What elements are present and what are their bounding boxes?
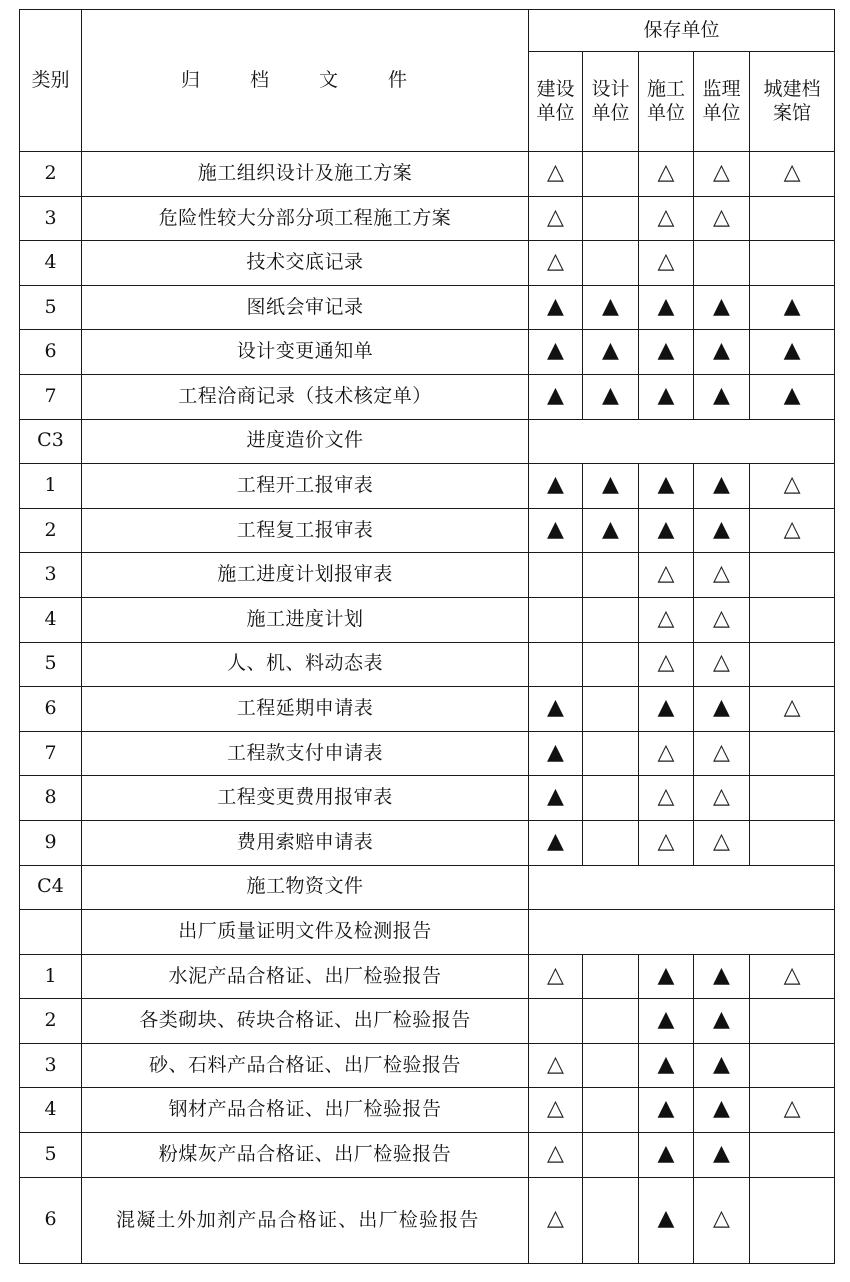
- storage-mark-cell: [639, 1133, 694, 1178]
- storage-mark-cell: [529, 285, 583, 330]
- storage-mark-cell: [529, 330, 583, 375]
- storage-mark-cell: [750, 1043, 835, 1088]
- storage-mark-cell: [583, 1088, 639, 1133]
- optional-triangle-icon: △: [783, 962, 801, 988]
- units-group-header: 保存单位: [529, 10, 835, 52]
- table-row: [20, 285, 835, 330]
- storage-mark-cell: [694, 285, 750, 330]
- storage-mark-cell: [750, 1088, 835, 1133]
- storage-mark-cell: [583, 196, 639, 241]
- storage-mark-cell: [529, 1043, 583, 1088]
- storage-mark-cell: [639, 464, 694, 509]
- required-triangle-icon: ▲: [657, 1096, 675, 1122]
- required-triangle-icon: ▲: [547, 695, 564, 721]
- table-row: [20, 152, 835, 197]
- row-category-cell: 3: [20, 553, 82, 598]
- table-row: [20, 196, 835, 241]
- storage-mark-cell: [529, 241, 583, 286]
- file-name-cell: 人、机、料动态表: [82, 642, 529, 687]
- file-name-cell: 工程变更费用报审表: [82, 776, 529, 821]
- row-category-cell: C4: [20, 865, 82, 910]
- row-category-cell: 4: [20, 1088, 82, 1133]
- storage-mark-cell: [750, 687, 835, 732]
- row-category-cell: 9: [20, 820, 82, 865]
- storage-mark-cell: [750, 464, 835, 509]
- optional-triangle-icon: △: [783, 472, 801, 498]
- storage-mark-cell: [583, 152, 639, 197]
- storage-mark-cell: [694, 241, 750, 286]
- header-row-1: [20, 10, 835, 52]
- storage-mark-cell: [583, 820, 639, 865]
- required-triangle-icon: ▲: [713, 472, 730, 498]
- storage-mark-cell: [583, 1043, 639, 1088]
- table-row: [20, 241, 835, 286]
- file-header-label: 归 档 文 件: [180, 68, 430, 91]
- storage-mark-cell: [694, 1043, 750, 1088]
- storage-mark-cell: [639, 152, 694, 197]
- storage-mark-cell: [694, 642, 750, 687]
- optional-triangle-icon: △: [713, 1206, 730, 1232]
- storage-mark-cell: [694, 687, 750, 732]
- storage-mark-cell: [750, 196, 835, 241]
- file-name-cell: 工程款支付申请表: [82, 731, 529, 776]
- required-triangle-icon: ▲: [713, 382, 730, 408]
- optional-triangle-icon: △: [713, 739, 730, 765]
- storage-mark-cell: [694, 553, 750, 598]
- required-triangle-icon: ▲: [657, 338, 675, 364]
- storage-mark-cell: [583, 731, 639, 776]
- optional-triangle-icon: △: [657, 204, 675, 230]
- required-triangle-icon: ▲: [547, 516, 564, 542]
- row-category-cell: 7: [20, 731, 82, 776]
- required-triangle-icon: ▲: [547, 472, 564, 498]
- required-triangle-icon: ▲: [783, 338, 801, 364]
- row-category-cell: 5: [20, 1133, 82, 1178]
- required-triangle-icon: ▲: [602, 293, 619, 319]
- optional-triangle-icon: △: [547, 1096, 564, 1122]
- table-row: [20, 1043, 835, 1088]
- storage-mark-cell: [583, 999, 639, 1044]
- file-name-cell: 工程复工报审表: [82, 508, 529, 553]
- optional-triangle-icon: △: [657, 249, 675, 275]
- storage-mark-cell: [694, 330, 750, 375]
- storage-mark-cell: [750, 820, 835, 865]
- file-name-cell: 工程洽商记录（技术核定单）: [82, 374, 529, 419]
- row-category-cell: C3: [20, 419, 82, 464]
- required-triangle-icon: ▲: [657, 695, 675, 721]
- storage-mark-cell: [694, 1088, 750, 1133]
- unit-header-design: [583, 52, 639, 152]
- row-category-cell: 7: [20, 374, 82, 419]
- storage-mark-cell: [529, 508, 583, 553]
- optional-triangle-icon: △: [713, 784, 730, 810]
- storage-mark-cell: [694, 152, 750, 197]
- optional-triangle-icon: △: [713, 605, 730, 631]
- required-triangle-icon: ▲: [657, 1007, 675, 1033]
- storage-mark-cell: [694, 731, 750, 776]
- required-triangle-icon: ▲: [602, 516, 619, 542]
- required-triangle-icon: ▲: [657, 1051, 675, 1077]
- storage-mark-cell: [694, 597, 750, 642]
- optional-triangle-icon: △: [657, 605, 675, 631]
- table-row: [20, 776, 835, 821]
- storage-mark-cell: [529, 954, 583, 999]
- optional-triangle-icon: △: [783, 1096, 801, 1122]
- required-triangle-icon: ▲: [657, 1206, 675, 1232]
- storage-mark-cell: [639, 285, 694, 330]
- file-name-cell: 砂、石料产品合格证、出厂检验报告: [82, 1043, 529, 1088]
- optional-triangle-icon: △: [547, 962, 564, 988]
- unit-label: 城建档 案馆: [763, 77, 821, 124]
- storage-mark-cell: [583, 642, 639, 687]
- storage-mark-cell: [750, 999, 835, 1044]
- table-row: [20, 1088, 835, 1133]
- storage-mark-cell: [529, 464, 583, 509]
- required-triangle-icon: ▲: [783, 293, 801, 319]
- file-name-cell: 施工进度计划报审表: [82, 553, 529, 598]
- unit-header-supervision: [694, 52, 750, 152]
- storage-mark-cell: [529, 820, 583, 865]
- unit-label: 施工 单位: [646, 77, 685, 124]
- required-triangle-icon: ▲: [713, 338, 730, 364]
- section-title: 施工物资文件: [82, 865, 529, 910]
- row-category-cell: 4: [20, 241, 82, 286]
- required-triangle-icon: ▲: [713, 293, 730, 319]
- required-triangle-icon: ▲: [547, 784, 564, 810]
- storage-mark-cell: [750, 776, 835, 821]
- required-triangle-icon: ▲: [547, 382, 564, 408]
- section-row: [20, 910, 835, 955]
- required-triangle-icon: ▲: [657, 382, 675, 408]
- file-name-cell: 水泥产品合格证、出厂检验报告: [82, 954, 529, 999]
- storage-mark-cell: [529, 687, 583, 732]
- storage-mark-cell: [639, 954, 694, 999]
- section-title: 进度造价文件: [82, 419, 529, 464]
- table-row: [20, 374, 835, 419]
- storage-mark-cell: [639, 731, 694, 776]
- unit-header-archive: [750, 52, 835, 152]
- row-category-cell: 5: [20, 642, 82, 687]
- row-category-cell: 1: [20, 954, 82, 999]
- table-row: [20, 464, 835, 509]
- storage-mark-cell: [583, 508, 639, 553]
- row-category-cell: 3: [20, 1043, 82, 1088]
- storage-mark-cell: [694, 820, 750, 865]
- storage-mark-cell: [639, 1177, 694, 1263]
- storage-mark-cell: [694, 374, 750, 419]
- section-empty-cell: [529, 865, 835, 910]
- storage-mark-cell: [750, 152, 835, 197]
- required-triangle-icon: ▲: [547, 338, 564, 364]
- storage-mark-cell: [529, 152, 583, 197]
- storage-mark-cell: [750, 330, 835, 375]
- table-row: [20, 1177, 835, 1263]
- optional-triangle-icon: △: [783, 516, 801, 542]
- required-triangle-icon: ▲: [547, 739, 564, 765]
- required-triangle-icon: ▲: [713, 516, 730, 542]
- storage-mark-cell: [750, 553, 835, 598]
- storage-mark-cell: [694, 196, 750, 241]
- optional-triangle-icon: △: [713, 561, 730, 587]
- storage-mark-cell: [529, 1177, 583, 1263]
- required-triangle-icon: ▲: [547, 293, 564, 319]
- category-header: 类别: [20, 10, 82, 152]
- table-body: [20, 152, 835, 1264]
- storage-mark-cell: [583, 553, 639, 598]
- storage-mark-cell: [750, 241, 835, 286]
- section-row: [20, 865, 835, 910]
- storage-mark-cell: [529, 999, 583, 1044]
- required-triangle-icon: ▲: [713, 1140, 730, 1166]
- storage-mark-cell: [639, 196, 694, 241]
- row-category-cell: 3: [20, 196, 82, 241]
- unit-label: 设计 单位: [591, 77, 630, 124]
- storage-mark-cell: [639, 374, 694, 419]
- storage-mark-cell: [529, 1133, 583, 1178]
- required-triangle-icon: ▲: [657, 516, 675, 542]
- file-name-cell: 施工组织设计及施工方案: [82, 152, 529, 197]
- required-triangle-icon: ▲: [657, 962, 675, 988]
- storage-mark-cell: [694, 1177, 750, 1263]
- row-category-cell: 6: [20, 1177, 82, 1263]
- table-row: [20, 553, 835, 598]
- storage-mark-cell: [750, 731, 835, 776]
- unit-header-construction: [529, 52, 583, 152]
- storage-mark-cell: [583, 687, 639, 732]
- file-name-cell: 费用索赔申请表: [82, 820, 529, 865]
- optional-triangle-icon: △: [657, 739, 675, 765]
- required-triangle-icon: ▲: [713, 962, 730, 988]
- required-triangle-icon: ▲: [657, 1140, 675, 1166]
- storage-mark-cell: [694, 999, 750, 1044]
- unit-header-contractor: [639, 52, 694, 152]
- optional-triangle-icon: △: [713, 204, 730, 230]
- storage-mark-cell: [583, 330, 639, 375]
- file-name-cell: 设计变更通知单: [82, 330, 529, 375]
- table-row: [20, 820, 835, 865]
- required-triangle-icon: ▲: [783, 382, 801, 408]
- row-category-cell: 5: [20, 285, 82, 330]
- required-triangle-icon: ▲: [602, 382, 619, 408]
- required-triangle-icon: ▲: [657, 472, 675, 498]
- storage-mark-cell: [750, 954, 835, 999]
- storage-mark-cell: [639, 241, 694, 286]
- storage-mark-cell: [639, 553, 694, 598]
- unit-label: 建设 单位: [536, 77, 575, 124]
- file-name-cell: 危险性较大分部分项工程施工方案: [82, 196, 529, 241]
- storage-mark-cell: [639, 642, 694, 687]
- row-category-cell: 2: [20, 152, 82, 197]
- file-name-cell: 施工进度计划: [82, 597, 529, 642]
- table-row: [20, 508, 835, 553]
- section-title: 出厂质量证明文件及检测报告: [82, 910, 529, 955]
- required-triangle-icon: ▲: [602, 338, 619, 364]
- storage-mark-cell: [529, 1088, 583, 1133]
- required-triangle-icon: ▲: [602, 472, 619, 498]
- optional-triangle-icon: △: [547, 1051, 564, 1077]
- unit-label: 监理 单位: [702, 77, 741, 124]
- optional-triangle-icon: △: [657, 561, 675, 587]
- storage-mark-cell: [694, 508, 750, 553]
- table-row: [20, 642, 835, 687]
- storage-mark-cell: [529, 374, 583, 419]
- table-row: [20, 597, 835, 642]
- storage-mark-cell: [583, 464, 639, 509]
- optional-triangle-icon: △: [547, 204, 564, 230]
- archive-table: [19, 9, 835, 1264]
- section-row: [20, 419, 835, 464]
- storage-mark-cell: [694, 954, 750, 999]
- row-category-cell: 6: [20, 687, 82, 732]
- storage-mark-cell: [583, 954, 639, 999]
- optional-triangle-icon: △: [713, 650, 730, 676]
- required-triangle-icon: ▲: [713, 1007, 730, 1033]
- optional-triangle-icon: △: [713, 828, 730, 854]
- table-row: [20, 330, 835, 375]
- table-row: [20, 954, 835, 999]
- storage-mark-cell: [639, 330, 694, 375]
- storage-mark-cell: [529, 196, 583, 241]
- storage-mark-cell: [750, 285, 835, 330]
- row-category-cell: 6: [20, 330, 82, 375]
- optional-triangle-icon: △: [547, 1140, 564, 1166]
- optional-triangle-icon: △: [657, 159, 675, 185]
- file-name-cell: 技术交底记录: [82, 241, 529, 286]
- section-empty-cell: [529, 419, 835, 464]
- storage-mark-cell: [583, 1133, 639, 1178]
- storage-mark-cell: [529, 597, 583, 642]
- file-name-cell: 粉煤灰产品合格证、出厂检验报告: [82, 1133, 529, 1178]
- storage-mark-cell: [639, 776, 694, 821]
- storage-mark-cell: [583, 597, 639, 642]
- table-row: [20, 1133, 835, 1178]
- row-category-cell: 1: [20, 464, 82, 509]
- storage-mark-cell: [639, 597, 694, 642]
- storage-mark-cell: [639, 1043, 694, 1088]
- storage-mark-cell: [583, 241, 639, 286]
- section-empty-cell: [529, 910, 835, 955]
- file-name-cell: 工程开工报审表: [82, 464, 529, 509]
- required-triangle-icon: ▲: [713, 1096, 730, 1122]
- storage-mark-cell: [750, 1177, 835, 1263]
- file-name-cell: 各类砌块、砖块合格证、出厂检验报告: [82, 999, 529, 1044]
- storage-mark-cell: [694, 464, 750, 509]
- optional-triangle-icon: △: [547, 249, 564, 275]
- storage-mark-cell: [639, 999, 694, 1044]
- optional-triangle-icon: △: [713, 159, 730, 185]
- table-row: [20, 731, 835, 776]
- optional-triangle-icon: △: [547, 1206, 564, 1232]
- required-triangle-icon: ▲: [547, 828, 564, 854]
- optional-triangle-icon: △: [657, 650, 675, 676]
- storage-mark-cell: [529, 553, 583, 598]
- row-category-cell: 2: [20, 999, 82, 1044]
- storage-mark-cell: [750, 508, 835, 553]
- table-row: [20, 999, 835, 1044]
- file-name-cell: 图纸会审记录: [82, 285, 529, 330]
- storage-mark-cell: [583, 1177, 639, 1263]
- storage-mark-cell: [529, 731, 583, 776]
- required-triangle-icon: ▲: [657, 293, 675, 319]
- file-name-cell: 工程延期申请表: [82, 687, 529, 732]
- table-row: [20, 687, 835, 732]
- storage-mark-cell: [694, 776, 750, 821]
- storage-mark-cell: [583, 285, 639, 330]
- required-triangle-icon: ▲: [713, 695, 730, 721]
- optional-triangle-icon: △: [783, 159, 801, 185]
- file-name-cell: 钢材产品合格证、出厂检验报告: [82, 1088, 529, 1133]
- storage-mark-cell: [529, 776, 583, 821]
- file-header: [82, 10, 529, 152]
- storage-mark-cell: [750, 1133, 835, 1178]
- storage-mark-cell: [529, 642, 583, 687]
- required-triangle-icon: ▲: [713, 1051, 730, 1077]
- storage-mark-cell: [750, 597, 835, 642]
- file-name-cell: 混凝土外加剂产品合格证、出厂检验报告: [82, 1177, 529, 1263]
- row-category-cell: [20, 910, 82, 955]
- storage-mark-cell: [639, 508, 694, 553]
- optional-triangle-icon: △: [547, 159, 564, 185]
- row-category-cell: 4: [20, 597, 82, 642]
- optional-triangle-icon: △: [657, 784, 675, 810]
- row-category-cell: 8: [20, 776, 82, 821]
- optional-triangle-icon: △: [657, 828, 675, 854]
- optional-triangle-icon: △: [783, 695, 801, 721]
- storage-mark-cell: [750, 642, 835, 687]
- storage-mark-cell: [583, 776, 639, 821]
- storage-mark-cell: [750, 374, 835, 419]
- storage-mark-cell: [639, 1088, 694, 1133]
- storage-mark-cell: [694, 1133, 750, 1178]
- storage-mark-cell: [639, 820, 694, 865]
- storage-mark-cell: [639, 687, 694, 732]
- storage-mark-cell: [583, 374, 639, 419]
- row-category-cell: 2: [20, 508, 82, 553]
